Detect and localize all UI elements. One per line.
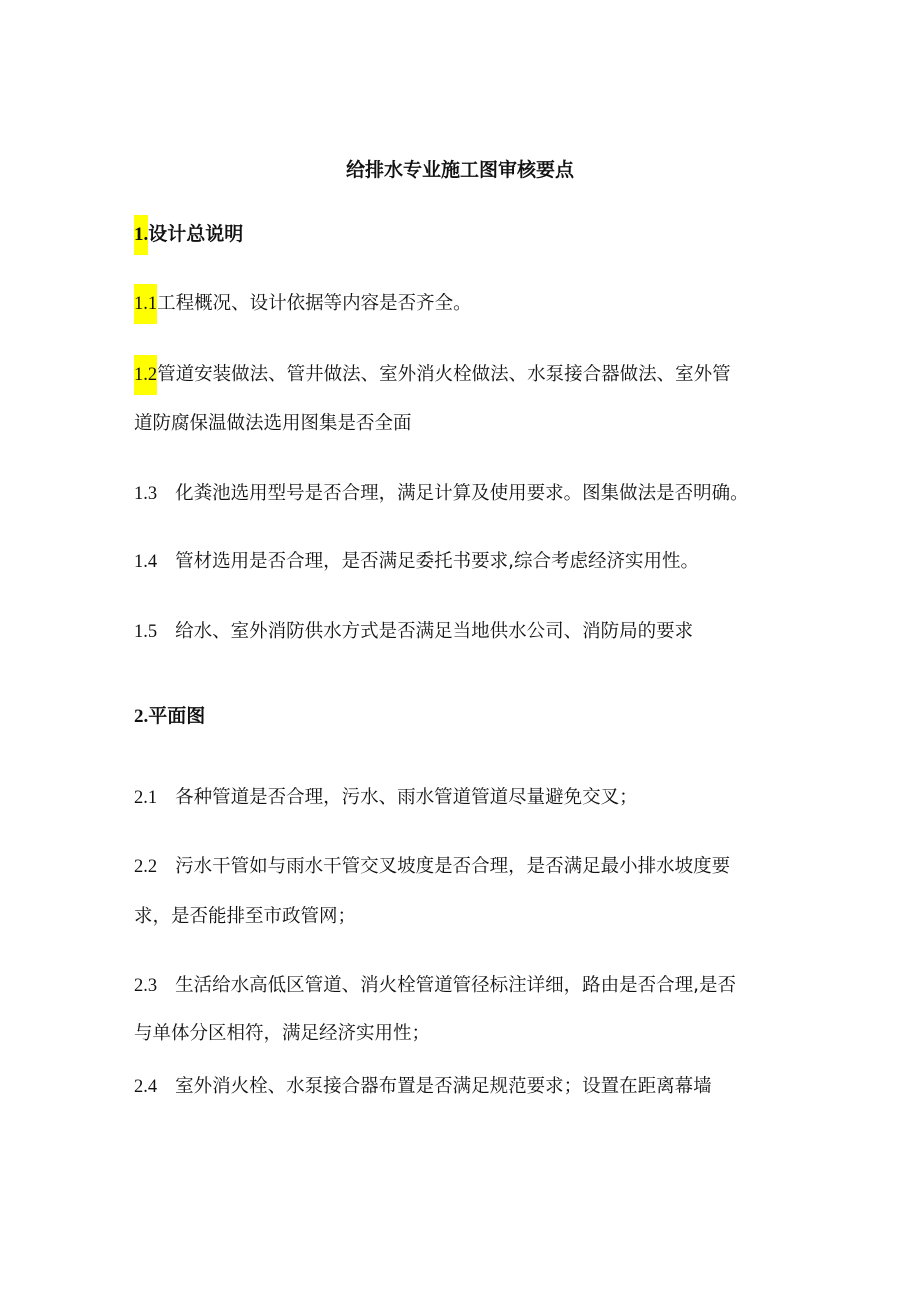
- item-text: 工程概况、设计依据等内容是否齐全。: [157, 293, 472, 314]
- item-text: 给水、室外消防供水方式是否满足当地供水公司、消防局的要求: [175, 621, 694, 642]
- section-heading-2: [134, 704, 205, 729]
- list-item-1-4: [134, 550, 699, 574]
- section-heading-1: [134, 222, 243, 247]
- item-number: 2.2: [134, 857, 158, 877]
- list-item-2-2-continued: [134, 905, 356, 929]
- item-number: 2.1: [134, 788, 158, 808]
- section-number: 1.: [134, 215, 148, 255]
- section-title: 设计总说明: [148, 223, 244, 245]
- item-text: 管道安装做法、管井做法、室外消火栓做法、水泵接合器做法、室外管: [157, 364, 731, 385]
- list-item-2-3-continued: [134, 1022, 430, 1046]
- item-text: 各种管道是否合理，污水、雨水管道管道尽量避免交叉；: [175, 787, 638, 808]
- section-title: 平面图: [148, 705, 206, 727]
- list-item-2-2: [134, 855, 730, 879]
- item-text: 化粪池选用型号是否合理，满足计算及使用要求。图集做法是否明确。: [175, 483, 749, 504]
- item-text: 与单体分区相符，满足经济实用性；: [134, 1023, 431, 1044]
- item-number: 2.4: [134, 1077, 158, 1097]
- item-number: 2.3: [134, 976, 158, 996]
- item-text: 求，是否能排至市政管网；: [134, 906, 357, 927]
- item-number: 1.1: [134, 284, 157, 324]
- document-title: 给排水专业施工图审核要点: [345, 159, 574, 181]
- item-text: 生活给水高低区管道、消火栓管道管径标注详细，路由是否合理,是否: [175, 975, 737, 996]
- list-item-1-5: [134, 620, 693, 644]
- item-text: 室外消火栓、水泵接合器布置是否满足规范要求；设置在距离幕墙: [175, 1076, 712, 1097]
- list-item-1-2: [134, 363, 731, 387]
- item-number: 1.4: [134, 552, 158, 572]
- list-item-2-4: [134, 1075, 712, 1099]
- item-text: 管材选用是否合理，是否满足委托书要求,综合考虑经济实用性。: [175, 551, 700, 572]
- list-item-2-1: [134, 786, 638, 810]
- item-number: 1.3: [134, 484, 158, 504]
- list-item-1-3: [134, 482, 749, 506]
- item-text: 道防腐保温做法选用图集是否全面: [134, 413, 412, 434]
- list-item-1-2-continued: [134, 412, 412, 436]
- section-number: 2.: [134, 706, 149, 727]
- item-number: 1.5: [134, 622, 158, 642]
- item-text: 污水干管如与雨水干管交叉坡度是否合理，是否满足最小排水坡度要: [175, 856, 731, 877]
- list-item-1-1: [134, 292, 472, 316]
- item-number: 1.2: [134, 355, 157, 395]
- list-item-2-3: [134, 974, 736, 998]
